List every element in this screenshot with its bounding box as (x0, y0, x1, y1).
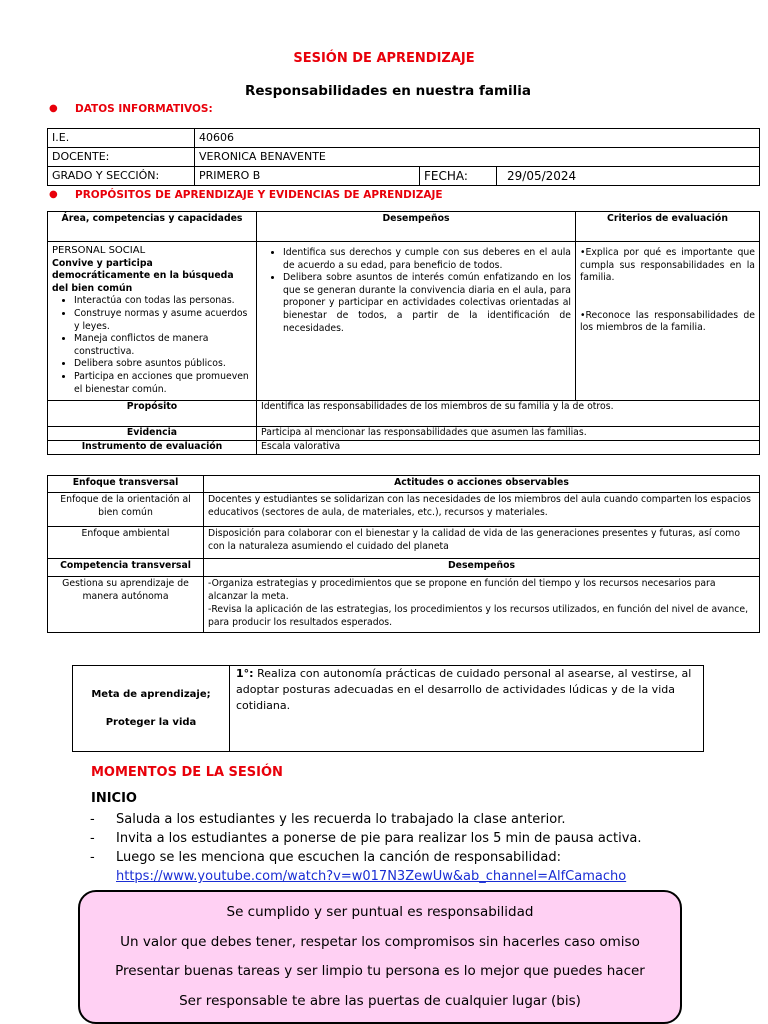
enfoque-name: Enfoque de la orientación al bien común (48, 493, 204, 527)
col-criterios: Criterios de evaluación (576, 212, 760, 242)
datos-heading (49, 103, 213, 115)
criterios-cell (576, 242, 760, 401)
propositos-heading (49, 189, 443, 201)
area-name: PERSONAL SOCIAL (52, 245, 146, 256)
list-item (90, 867, 740, 886)
desempenos-transversal (204, 577, 760, 633)
list-item: • Construye normas y asume acuerdos y leyes. (74, 308, 252, 333)
list-item-text: Invita a los estudiantes a ponerse de pie para realizar los 5 min de pausa activa. (116, 831, 642, 846)
meta-label-cell (73, 666, 230, 752)
instrumento-value: Escala valorativa (257, 441, 760, 455)
grado-value: PRIMERO B (195, 167, 420, 186)
song-link[interactable]: https://www.youtube.com/watch?v=w017N3ZewUw&ab_channel=AlfCamacho (116, 869, 627, 884)
page-subtitle: Responsabilidades en nuestra familia (245, 83, 531, 99)
datos-heading-text: DATOS INFORMATIVOS: (75, 103, 213, 115)
proposito-value: Identifica las responsabilidades de los miembros de su familia y la de otros. (257, 401, 760, 427)
list-item: • Identifica sus derechos y cumple con sus deberes en el aula de acuerdo a su edad, para beneficio de todos. (283, 247, 571, 272)
instrumento-label: Instrumento de evaluación (48, 441, 257, 455)
song-line: Un valor que debes tener, respetar los compromisos sin hacerles caso omiso (120, 933, 640, 950)
meta-text-cell (230, 666, 704, 752)
col-enfoque: Enfoque transversal (48, 476, 204, 493)
col-actitudes: Actitudes o acciones observables (204, 476, 760, 493)
meta-text: Realiza con autonomía prácticas de cuidado personal al asearse, al vestirse, al adoptar posturas adecuadas en el desarrollo de actividades lúdicas y de la vida cotidiana. (236, 667, 692, 712)
momentos-heading: MOMENTOS DE LA SESIÓN (91, 765, 283, 780)
song-lyrics-box (78, 890, 682, 1024)
area-cell (48, 242, 257, 401)
list-item: • Delibera sobre asuntos de interés común enfatizando en los que se generan durante la convivencia diaria en el aula, para proponer y participar en actividades colectivas orientadas al bienestar de todos, a partir de la identificación de necesidades. (283, 272, 571, 335)
inicio-list (90, 810, 740, 886)
evidencia-label: Evidencia (48, 427, 257, 441)
col-desempenos: Desempeños (257, 212, 576, 242)
enfoques-table (47, 475, 760, 633)
enfoque-name: Enfoque ambiental (48, 527, 204, 559)
docente-value: VERONICA BENAVENTE (195, 148, 760, 167)
enfoque-accion: Docentes y estudiantes se solidarizan con las necesidades de los miembros del aula cuando comparten los espacios educativos (sectores de aula, de materiales, etc.), recursos y materiales. (204, 493, 760, 527)
col-area: Área, competencias y capacidades (48, 212, 257, 242)
col-desempenos-transversal: Desempeños (204, 559, 760, 577)
bullet-icon: ● (49, 189, 58, 200)
list-item: • Interactúa con todas las personas. (74, 295, 252, 308)
meta-number: 1°: (236, 667, 254, 680)
competencia: Convive y participa democráticamente en la búsqueda del bien común (52, 257, 234, 294)
song-line: Se cumplido y ser puntual es responsabilidad (226, 904, 534, 920)
criterio-item: •Explica por qué es importante que cumpla sus responsabilidades en la familia. (580, 247, 755, 284)
song-line: Presentar buenas tareas y ser limpio tu persona es lo mejor que puedes hacer (115, 963, 645, 979)
evidencia-value: Participa al mencionar las responsabilidades que asumen las familias. (257, 427, 760, 441)
list-item: • Maneja conflictos de manera constructiva. (74, 333, 252, 358)
list-item: - Luego se les menciona que escuchen la canción de responsabilidad: (90, 850, 561, 865)
meta-label: Meta de aprendizaje; (91, 688, 211, 700)
desempeno-item: -Revisa la aplicación de las estrategias, los procedimientos y los recursos utilizados, en función del nivel de avance, para producir los resultados esperados. (208, 604, 749, 628)
list-item-text: Saluda a los estudiantes y les recuerda lo trabajado la clase anterior. (116, 812, 566, 827)
list-item: • Participa en acciones que promueven el bienestar común. (74, 371, 252, 396)
fecha-value: 29/05/2024 (497, 167, 760, 186)
page-title: SESIÓN DE APRENDIZAJE (293, 51, 475, 66)
col-competencia: Competencia transversal (48, 559, 204, 577)
propositos-heading-text: PROPÓSITOS DE APRENDIZAJE Y EVIDENCIAS DE APRENDIZAJE (75, 189, 443, 201)
inicio-heading: INICIO (91, 791, 137, 806)
propositos-table (47, 211, 760, 455)
song-line: Ser responsable te abre las puertas de cualquier lugar (bis) (179, 992, 581, 1009)
docente-label: DOCENTE: (48, 148, 195, 167)
ie-value: 40606 (195, 129, 760, 148)
capacidades-list (52, 295, 252, 396)
bullet-icon: ● (49, 103, 58, 114)
meta-sublabel: Proteger la vida (105, 716, 197, 728)
list-item-text: Luego se les menciona que escuchen la canción de responsabilidad: (116, 850, 561, 865)
list-item: - Saluda a los estudiantes y les recuerda lo trabajado la clase anterior. (90, 812, 566, 827)
list-item: - Invita a los estudiantes a ponerse de pie para realizar los 5 min de pausa activa. (90, 831, 642, 846)
list-item: • Delibera sobre asuntos públicos. (74, 358, 252, 371)
fecha-label: FECHA: (420, 167, 497, 186)
meta-table (72, 665, 704, 752)
enfoque-accion: Disposición para colaborar con el bienestar y la calidad de vida de las generaciones presentes y futuras, así como con la naturaleza asumiendo el cuidado del planeta (204, 527, 760, 559)
ie-label: I.E. (48, 129, 195, 148)
desempenos-cell (257, 242, 576, 401)
datos-table (47, 128, 760, 186)
competencia-transversal: Gestiona su aprendizaje de manera autónoma (48, 577, 204, 633)
criterio-item: •Reconoce las responsabilidades de los miembros de la familia. (580, 309, 755, 334)
desempeno-item: -Organiza estrategias y procedimientos que se propone en función del tiempo y los recursos necesarios para alcanzar la meta. (208, 578, 716, 602)
proposito-label: Propósito (48, 401, 257, 427)
grado-label: GRADO Y SECCIÓN: (48, 167, 195, 186)
desempenos-list (261, 247, 571, 335)
